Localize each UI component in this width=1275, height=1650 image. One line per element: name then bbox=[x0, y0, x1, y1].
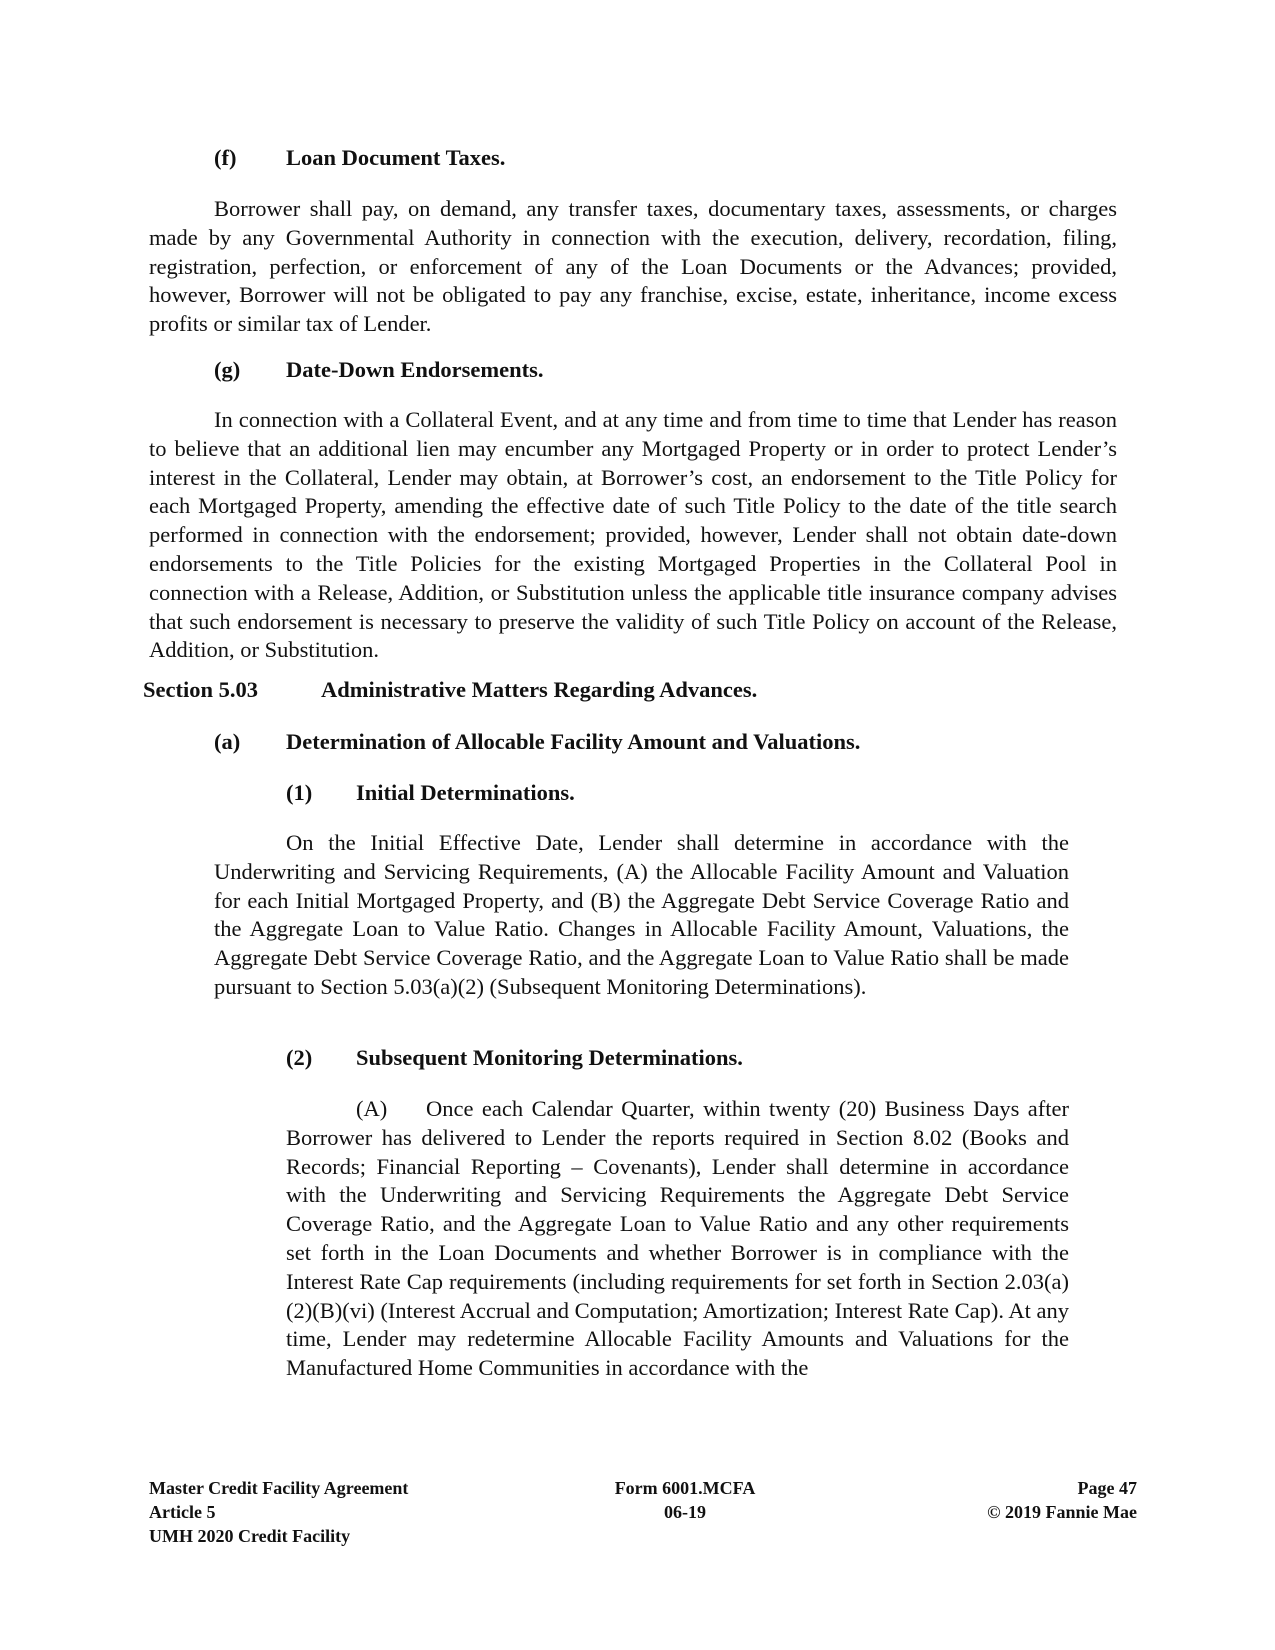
heading-a2-title: Subsequent Monitoring Determinations. bbox=[356, 1045, 743, 1070]
heading-a bbox=[214, 728, 860, 756]
heading-f-number: (f) bbox=[214, 145, 237, 170]
footer-form-date: 06-19 bbox=[664, 1502, 706, 1522]
heading-g-title: Date-Down Endorsements. bbox=[286, 357, 544, 382]
heading-a2 bbox=[286, 1044, 743, 1072]
heading-a1 bbox=[286, 779, 575, 807]
heading-section-503-title: Administrative Matters Regarding Advances. bbox=[321, 677, 758, 702]
heading-a-number: (a) bbox=[214, 729, 241, 754]
heading-section-503 bbox=[143, 676, 757, 704]
footer-copyright: © 2019 Fannie Mae bbox=[987, 1502, 1137, 1522]
footer-left bbox=[149, 1476, 509, 1548]
heading-section-503-number: Section 5.03 bbox=[143, 677, 258, 702]
paragraph-a2-text: Once each Calendar Quarter, within twenty (20) Business Days after Borrower has delivered to Lender the reports required in Section 8.02 (Books and Records; Financial Reporting – Covenants), Lender shall determine in accordance with the Underwriting and Servicing Requirements the Aggregate Debt Service Coverage Ratio, and the Aggregate Loan to Value Ratio and any other requirements set forth in the Loan Documents and whether Borrower is in compliance with the Interest Rate Cap requirements (including requirements for set forth in Section 2.03(a)(2)(B)(vi) (Interest Accrual and Computation; Amortization; Interest Rate Cap). At any time, Lender may redetermine Allocable Facility Amounts and Valuations for the Manufactured Home Communities in accordance with the bbox=[286, 1096, 1069, 1381]
heading-a-title: Determination of Allocable Facility Amount and Valuations. bbox=[286, 729, 861, 754]
footer-form-number: Form 6001.MCFA bbox=[614, 1478, 756, 1498]
heading-a1-title: Initial Determinations. bbox=[356, 780, 575, 805]
heading-g-number: (g) bbox=[214, 357, 241, 382]
paragraph-g-body: In connection with a Collateral Event, and at any time and from time to time that Lender has reason to believe that an additional lien may encumber any Mortgaged Property or in order to protect Lender’s interest in the Collateral, Lender may obtain, at Borrower’s cost, an endorsement to the Title Policy for each Mortgaged Property, amending the effective date of such Title Policy to the date of the title search performed in connection with the endorsement; provided, however, Lender shall not obtain date-down endorsements to the Title Policies for the existing Mortgaged Properties in the Collateral Pool in connection with a Release, Addition, or Substitution unless the applicable title insurance company advises that such endorsement is necessary to preserve the validity of such Title Policy on account of the Release, Addition, or Substitution. bbox=[149, 407, 1117, 663]
paragraph-a1-body: On the Initial Effective Date, Lender shall determine in accordance with the Underwriting and Servicing Requirements, (A) the Allocable Facility Amount and Valuation for each Initial Mortgaged Property, and (B) the Aggregate Debt Service Coverage Ratio and the Aggregate Loan to Value Ratio. Changes in Allocable Facility Amount, Valuations, the Aggregate Debt Service Coverage Ratio, and the Aggregate Loan to Value Ratio shall be made pursuant to Section 5.03(a)(2) (Subsequent Monitoring Determinations). bbox=[214, 830, 1069, 999]
footer-right bbox=[780, 1476, 1137, 1524]
paragraph-a2-body bbox=[286, 1095, 1069, 1383]
heading-a1-number: (1) bbox=[286, 780, 313, 805]
footer-page-number: Page 47 bbox=[1077, 1478, 1137, 1498]
footer-agreement-title: Master Credit Facility Agreement bbox=[149, 1478, 409, 1498]
paragraph-f-body: Borrower shall pay, on demand, any transfer taxes, documentary taxes, assessments, or charges made by any Governmental Authority in connection with the execution, delivery, recordation, filing, registration, perfection, or enforcement of any of the Loan Documents or the Advances; provided, however, Borrower will not be obligated to pay any franchise, excise, estate, inheritance, income excess profits or similar tax of Lender. bbox=[149, 196, 1117, 337]
heading-a2-number: (2) bbox=[286, 1045, 313, 1070]
heading-g bbox=[214, 356, 544, 384]
heading-f-title: Loan Document Taxes. bbox=[286, 145, 506, 170]
footer-facility-name: UMH 2020 Credit Facility bbox=[149, 1526, 351, 1546]
paragraph-a2-sub-label: (A) bbox=[356, 1096, 388, 1121]
heading-f bbox=[214, 144, 505, 172]
footer-article: Article 5 bbox=[149, 1502, 216, 1522]
